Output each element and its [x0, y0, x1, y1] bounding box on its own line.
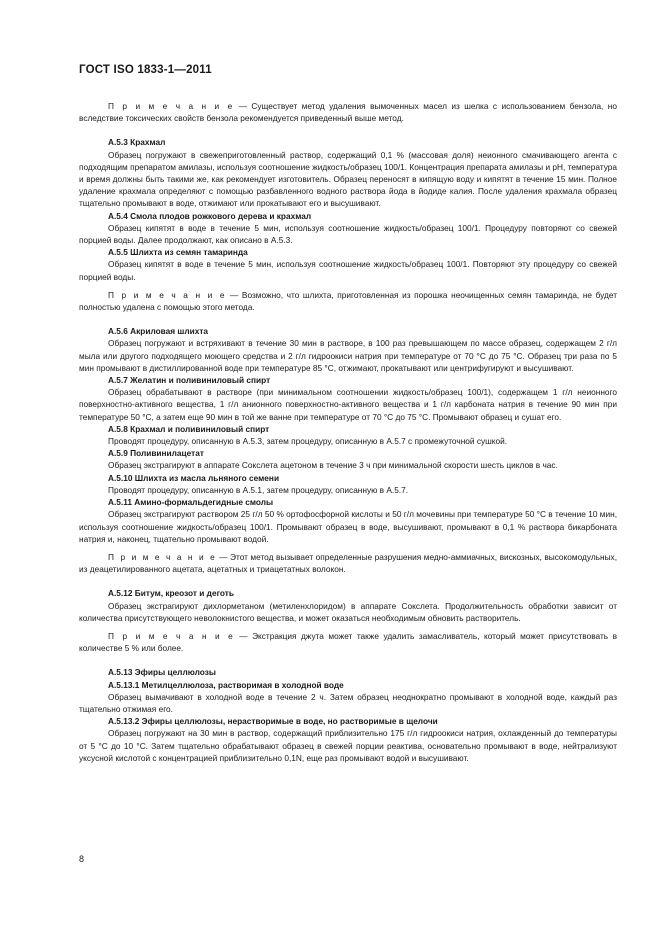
note-text: — Существует метод удаления вымоченных масел из шелка с использованием бензола, но вследствие токсических свойств бензола рекомендуется приведенный выше метод.: [79, 101, 618, 124]
note-label: П р и м е ч а н и е: [108, 630, 235, 641]
page-number: 8: [79, 854, 85, 864]
section-heading: A.5.13.1 Метилцеллюлоза, растворимая в холодной воде: [108, 679, 344, 690]
body-paragraph: Образец экстрагируют в аппарате Сокслета ацетоном в течение 3 ч при минимальной скорости шесть циклов в час.: [108, 460, 558, 471]
body-paragraph: Проводят процедуру, описанную в A.5.3, затем процедуру, описанную в A.5.7 с промежуточной сушкой.: [108, 436, 508, 447]
body-paragraph: Образец погружают и встряхивают в течение 30 мин в растворе, в 100 раз превышающем по массе образец, содержащем 2 г/л мыла или другого подходящего моющего средства и 2 г/л гидроокиси натрия при температуре от 70 °С до 75 °С. Образец три раза по 5 мин промывают в дистиллированной воде при температуре 85 °С, отжимают, прокатывают или центрифугируют и высушивают.: [79, 338, 617, 373]
note-paragraph: [79, 100, 617, 124]
note-text: — Экстракция джута может также удалить замасливатель, который может присутствовать в количестве 5 % или более.: [79, 630, 617, 654]
section-heading: A.5.9 Поливинилацетат: [108, 448, 204, 459]
section-heading: A.5.11 Амино-формальдегидные смолы: [108, 497, 274, 508]
note-label: П р и м е ч а н и е: [108, 551, 217, 562]
note-text: — Этот метод вызывает определенные разрушения медно-аммиачных, вискозных, высокомодульных, из деацетилированного ацетата, ацетатных и триацетатных волокон.: [79, 551, 617, 575]
body-paragraph: Образец обрабатывают в растворе (при минимальном соотношении жидкость/образец 100/1), содержащем 1 г/л неионного поверхностно-активного вещества, 1 г/л анионного поверхностно-активного вещества и 1 г/л карбоната натрия в течение 90 мин при температуре 50 °С, а затем еще 90 мин в той же ванне при температуре от 70 °С до 75 °С. Промывают образец и сушат его.: [79, 387, 617, 422]
section-heading: A.5.8 Крахмал и поливиниловый спирт: [108, 423, 270, 434]
body-paragraph: Образец погружают на 30 мин в раствор, содержащий приблизительно 175 г/л гидроокиси натрия, охлажденный до температуры от 5 °С до 10 °С. Затем тщательно обрабатывают образец в свежей порции реактива, основательно промывают в воде, нейтрализуют уксусной кислотой с концентрацией приблизительно 0,1N, еще раз промывают водой и высушивают.: [79, 728, 617, 763]
section-heading: A.5.10 Шлихта из масла льняного семени: [108, 472, 280, 483]
section-heading: A.5.13.2 Эфиры целлюлозы, нерастворимые в воде, но растворимые в щелочи: [108, 716, 438, 727]
note-label: П р и м е ч а н и е: [108, 289, 227, 300]
body-paragraph: Образец экстрагируют раствором 25 г/л 50 % ортофосфорной кислоты и 50 г/л мочевины при температуре 50 °С в течение 10 мин, используя соотношение жидкость/образец 100/1. Промывают образец в воде, высушивают, промывают в 0,1 % раствора бикарбоната натрия и, наконец, тщательно промывают водой.: [79, 509, 617, 544]
section-heading: A.5.6 Акриловая шлихта: [108, 326, 209, 337]
body-paragraph: Образец погружают в свежеприготовленный раствор, содержащий 0,1 % (массовая доля) неионного смачивающего агента с подходящим препаратом амилазы, используя соотношение жидкость/образец 100/1. Концентрация препарата амилазы и pH, температура и время должны быть такими же, как рекомендует изготовитель. Образец переносят в кипящую воду и кипятят в течение 15 мин. Полное удаление крахмала определяют с помощью разбавленного водного раствора йода в йодиде калия. После удаления крахмала образец тщательно промывают в воде, отжимают или прокатывают его и высушивают.: [79, 149, 617, 209]
document-header: ГОСТ ISO 1833-1—2011: [79, 64, 212, 76]
section-heading: A.5.4 Смола плодов рожкового дерева и крахмал: [108, 210, 312, 221]
note-text: — Возможно, что шлихта, приготовленная из порошка неочищенных семян тамаринда, не будет полностью удалена с помощью этого метода.: [79, 289, 618, 313]
body-paragraph: Проводят процедуру, описанную в A.5.1, затем процедуру, описанную в A.5.7.: [108, 484, 409, 495]
body-paragraph: Образец кипятят в воде в течение 5 мин, используя соотношение жидкость/образец 100/1. Повторяют эту процедуру со свежей порцией воды.: [79, 259, 617, 282]
body-paragraph: Образец экстрагируют дихлорметаном (метиленхлоридом) в аппарате Сокслета. Продолжительность обработки зависит от количества присутствующего неволокнистого вещества, и может оказаться необходимым обновить растворитель.: [79, 600, 617, 623]
document-body: [79, 94, 617, 764]
note-label: П р и м е ч а н и е: [108, 101, 235, 111]
note-paragraph: [79, 551, 617, 575]
body-paragraph: Образец кипятят в воде в течение 5 мин, используя соотношение жидкость/образец 100/1. Процедуру повторяют со свежей порцией воды. Далее продолжают, как описано в A.5.3.: [79, 222, 617, 246]
section-heading: A.5.12 Битум, креозот и деготь: [108, 588, 234, 599]
section-heading: A.5.3 Крахмал: [108, 137, 166, 148]
note-paragraph: [79, 630, 617, 654]
section-heading: A.5.7 Желатин и поливиниловый спирт: [108, 375, 271, 386]
section-heading: A.5.13 Эфиры целлюлозы: [108, 667, 216, 678]
note-paragraph: [79, 289, 617, 313]
section-heading: A.5.5 Шлихта из семян тамаринда: [108, 247, 248, 258]
body-paragraph: Образец вымачивают в холодной воде в течение 2 ч. Затем образец неоднократно промывают в холодной воде, каждый раз тщательно отжимая его.: [79, 691, 617, 714]
